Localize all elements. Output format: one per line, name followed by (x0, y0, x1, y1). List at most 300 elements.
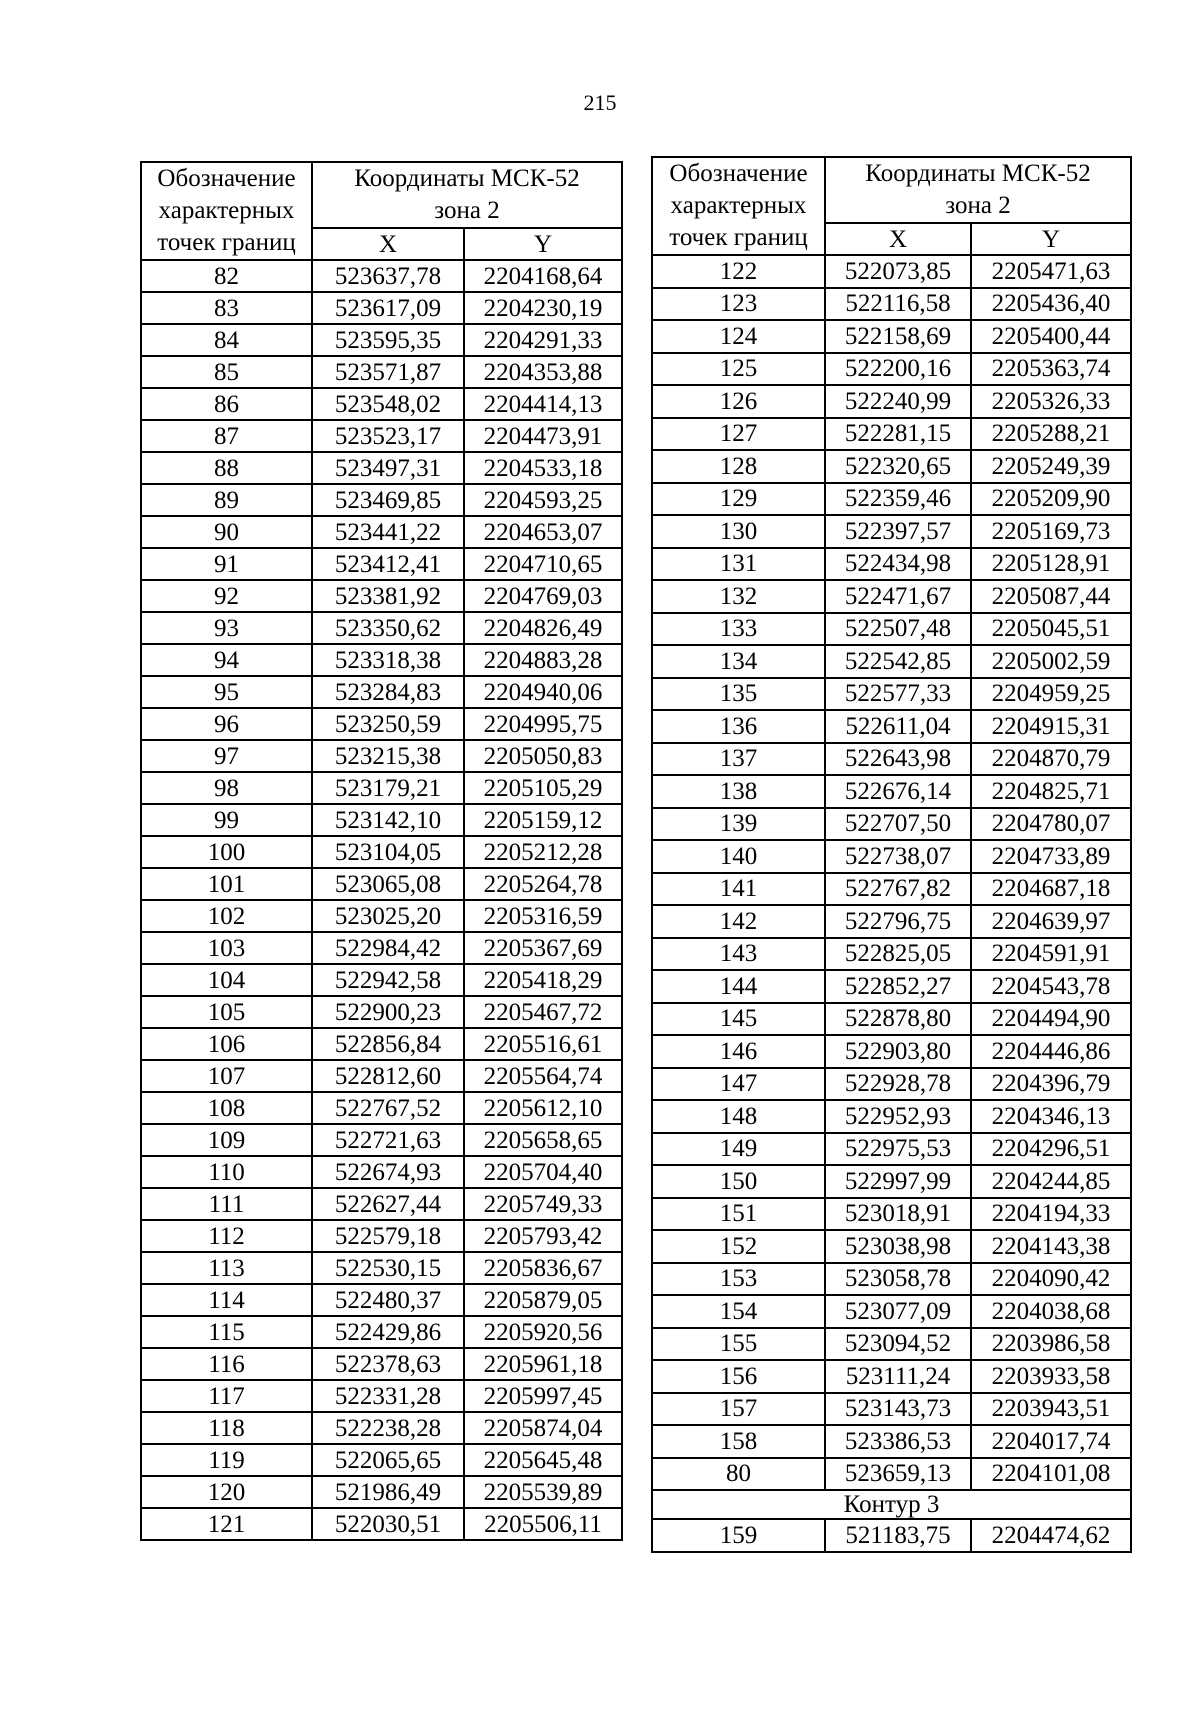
table-row (141, 324, 622, 356)
table-row (652, 1519, 1131, 1552)
point-id-cell: 114 (141, 1284, 312, 1316)
x-coordinate-cell: 523441,22 (312, 516, 464, 548)
y-coordinate-cell: 2205400,44 (971, 320, 1131, 353)
table-row (652, 320, 1131, 353)
table-row (141, 1412, 622, 1444)
designation-header (652, 157, 825, 255)
table-row (141, 1220, 622, 1252)
point-id-cell: 149 (652, 1133, 825, 1166)
y-coordinate-cell: 2204883,28 (464, 644, 622, 676)
point-id-cell: 139 (652, 808, 825, 841)
coordinates-header (825, 157, 1131, 223)
table-row (141, 260, 622, 292)
point-id-cell: 144 (652, 970, 825, 1003)
y-coordinate-cell: 2205363,74 (971, 353, 1131, 386)
table-row (141, 804, 622, 836)
x-coordinate-cell: 522707,50 (825, 808, 971, 841)
x-coordinate-cell: 522611,04 (825, 710, 971, 743)
y-coordinate-cell: 2204915,31 (971, 710, 1131, 743)
designation-header (141, 162, 312, 260)
point-id-cell: 122 (652, 255, 825, 288)
x-coordinate-cell: 522738,07 (825, 840, 971, 873)
x-coordinate-cell: 523386,53 (825, 1425, 971, 1458)
y-coordinate-cell: 2204473,91 (464, 420, 622, 452)
y-coordinate-cell: 2204639,97 (971, 905, 1131, 938)
table-row (652, 1458, 1131, 1491)
x-coordinate-cell: 522878,80 (825, 1003, 971, 1036)
y-coordinate-cell: 2205087,44 (971, 580, 1131, 613)
y-coordinate-cell: 2205793,42 (464, 1220, 622, 1252)
point-id-cell: 153 (652, 1263, 825, 1296)
point-id-cell: 89 (141, 484, 312, 516)
y-coordinate-cell: 2204017,74 (971, 1425, 1131, 1458)
table-row (652, 288, 1131, 321)
table-row (141, 1252, 622, 1284)
y-coordinate-cell: 2204769,03 (464, 580, 622, 612)
table-row (652, 743, 1131, 776)
x-coordinate-cell: 523094,52 (825, 1328, 971, 1361)
table-row (652, 808, 1131, 841)
y-coordinate-cell: 2205961,18 (464, 1348, 622, 1380)
contour-row (652, 1490, 1131, 1519)
x-coordinate-cell: 522900,23 (312, 996, 464, 1028)
point-id-cell: 134 (652, 645, 825, 678)
point-id-cell: 115 (141, 1316, 312, 1348)
x-coordinate-cell: 522116,58 (825, 288, 971, 321)
x-coordinate-cell: 523571,87 (312, 356, 464, 388)
x-coordinate-cell: 523659,13 (825, 1458, 971, 1491)
point-id-cell: 123 (652, 288, 825, 321)
y-coordinate-cell: 2204038,68 (971, 1295, 1131, 1328)
table-row (141, 484, 622, 516)
point-id-cell: 108 (141, 1092, 312, 1124)
y-coordinate-cell: 2205658,65 (464, 1124, 622, 1156)
y-coordinate-cell: 2204346,13 (971, 1100, 1131, 1133)
x-column-header: X (825, 223, 971, 255)
point-id-cell: 154 (652, 1295, 825, 1328)
y-coordinate-cell: 2205704,40 (464, 1156, 622, 1188)
table-row (652, 613, 1131, 646)
table-row (141, 740, 622, 772)
point-id-cell: 111 (141, 1188, 312, 1220)
table-row (141, 580, 622, 612)
point-id-cell: 120 (141, 1476, 312, 1508)
table-row (652, 1133, 1131, 1166)
point-id-cell: 132 (652, 580, 825, 613)
table-row (141, 1508, 622, 1540)
x-coordinate-cell: 522812,60 (312, 1060, 464, 1092)
y-coordinate-cell: 2205997,45 (464, 1380, 622, 1412)
x-coordinate-cell: 522378,63 (312, 1348, 464, 1380)
y-coordinate-cell: 2205539,89 (464, 1476, 622, 1508)
point-id-cell: 105 (141, 996, 312, 1028)
designation-header-line-3: точек границ (157, 229, 296, 256)
table-row (141, 996, 622, 1028)
y-coordinate-cell: 2204474,62 (971, 1519, 1131, 1552)
designation-header-line-3: точек границ (669, 224, 808, 251)
y-coordinate-cell: 2204825,71 (971, 775, 1131, 808)
point-id-cell: 90 (141, 516, 312, 548)
x-coordinate-cell: 522928,78 (825, 1068, 971, 1101)
table-row (652, 1263, 1131, 1296)
x-coordinate-cell: 523595,35 (312, 324, 464, 356)
y-coordinate-cell: 2204995,75 (464, 708, 622, 740)
point-id-cell: 159 (652, 1519, 825, 1552)
table-row (141, 868, 622, 900)
x-coordinate-cell: 522240,99 (825, 385, 971, 418)
table-row (141, 1284, 622, 1316)
point-id-cell: 95 (141, 676, 312, 708)
point-id-cell: 88 (141, 452, 312, 484)
y-coordinate-cell: 2205159,12 (464, 804, 622, 836)
table-row (652, 1360, 1131, 1393)
y-coordinate-cell: 2205288,21 (971, 418, 1131, 451)
x-coordinate-cell: 522975,53 (825, 1133, 971, 1166)
table-row (141, 1028, 622, 1060)
table-row (141, 1348, 622, 1380)
table-row (141, 548, 622, 580)
table-row (652, 548, 1131, 581)
y-coordinate-cell: 2204244,85 (971, 1165, 1131, 1198)
x-coordinate-cell: 522674,93 (312, 1156, 464, 1188)
point-id-cell: 138 (652, 775, 825, 808)
y-coordinate-cell: 2204143,38 (971, 1230, 1131, 1263)
y-coordinate-cell: 2205879,05 (464, 1284, 622, 1316)
y-coordinate-cell: 2204959,25 (971, 678, 1131, 711)
table-row (141, 772, 622, 804)
designation-header-line-1: Обозначение (669, 160, 808, 187)
y-coordinate-cell: 2204494,90 (971, 1003, 1131, 1036)
table-row (141, 1380, 622, 1412)
x-coordinate-cell: 522507,48 (825, 613, 971, 646)
table-row (652, 840, 1131, 873)
table-row (652, 1425, 1131, 1458)
y-coordinate-cell: 2204710,65 (464, 548, 622, 580)
point-id-cell: 118 (141, 1412, 312, 1444)
y-coordinate-cell: 2205471,63 (971, 255, 1131, 288)
point-id-cell: 99 (141, 804, 312, 836)
y-coordinate-cell: 2204733,89 (971, 840, 1131, 873)
table-row (141, 356, 622, 388)
point-id-cell: 110 (141, 1156, 312, 1188)
point-id-cell: 135 (652, 678, 825, 711)
point-id-cell: 124 (652, 320, 825, 353)
x-coordinate-cell: 522434,98 (825, 548, 971, 581)
y-coordinate-cell: 2204396,79 (971, 1068, 1131, 1101)
table-row (652, 1198, 1131, 1231)
x-coordinate-cell: 522030,51 (312, 1508, 464, 1540)
point-id-cell: 143 (652, 938, 825, 971)
y-coordinate-cell: 2205418,29 (464, 964, 622, 996)
point-id-cell: 87 (141, 420, 312, 452)
y-coordinate-cell: 2203933,58 (971, 1360, 1131, 1393)
x-coordinate-cell: 523318,38 (312, 644, 464, 676)
x-coordinate-cell: 523179,21 (312, 772, 464, 804)
point-id-cell: 112 (141, 1220, 312, 1252)
table-row (652, 1393, 1131, 1426)
point-id-cell: 109 (141, 1124, 312, 1156)
table-row (652, 1035, 1131, 1068)
x-coordinate-cell: 522952,93 (825, 1100, 971, 1133)
point-id-cell: 126 (652, 385, 825, 418)
table-row (141, 388, 622, 420)
y-coordinate-cell: 2204940,06 (464, 676, 622, 708)
x-coordinate-cell: 522984,42 (312, 932, 464, 964)
x-coordinate-cell: 522579,18 (312, 1220, 464, 1252)
table-row (141, 452, 622, 484)
table-row (652, 678, 1131, 711)
point-id-cell: 116 (141, 1348, 312, 1380)
y-coordinate-cell: 2205874,04 (464, 1412, 622, 1444)
x-coordinate-cell: 522627,44 (312, 1188, 464, 1220)
y-coordinate-cell: 2204780,07 (971, 808, 1131, 841)
x-coordinate-cell: 523284,83 (312, 676, 464, 708)
point-id-cell: 158 (652, 1425, 825, 1458)
table-row (652, 1165, 1131, 1198)
x-coordinate-cell: 523104,05 (312, 836, 464, 868)
point-id-cell: 141 (652, 873, 825, 906)
x-coordinate-cell: 523111,24 (825, 1360, 971, 1393)
point-id-cell: 101 (141, 868, 312, 900)
x-coordinate-cell: 523018,91 (825, 1198, 971, 1231)
table-row (652, 450, 1131, 483)
table-row (652, 483, 1131, 516)
x-coordinate-cell: 523143,73 (825, 1393, 971, 1426)
table-row (141, 1188, 622, 1220)
designation-header-line-2: характерных (670, 192, 807, 219)
x-coordinate-cell: 522320,65 (825, 450, 971, 483)
x-coordinate-cell: 522577,33 (825, 678, 971, 711)
designation-header-line-1: Обозначение (157, 165, 296, 192)
y-coordinate-cell: 2204353,88 (464, 356, 622, 388)
x-coordinate-cell: 523058,78 (825, 1263, 971, 1296)
x-coordinate-cell: 523077,09 (825, 1295, 971, 1328)
x-coordinate-cell: 522676,14 (825, 775, 971, 808)
point-id-cell: 125 (652, 353, 825, 386)
point-id-cell: 83 (141, 292, 312, 324)
point-id-cell: 106 (141, 1028, 312, 1060)
x-coordinate-cell: 522397,57 (825, 515, 971, 548)
point-id-cell: 157 (652, 1393, 825, 1426)
x-coordinate-cell: 522997,99 (825, 1165, 971, 1198)
x-coordinate-cell: 523469,85 (312, 484, 464, 516)
y-coordinate-cell: 2204533,18 (464, 452, 622, 484)
coordinates-header (312, 162, 622, 228)
x-coordinate-cell: 523065,08 (312, 868, 464, 900)
point-id-cell: 137 (652, 743, 825, 776)
x-coordinate-cell: 522065,65 (312, 1444, 464, 1476)
point-id-cell: 104 (141, 964, 312, 996)
x-coordinate-cell: 522903,80 (825, 1035, 971, 1068)
point-id-cell: 103 (141, 932, 312, 964)
point-id-cell: 92 (141, 580, 312, 612)
y-coordinate-cell: 2203943,51 (971, 1393, 1131, 1426)
x-coordinate-cell: 523637,78 (312, 260, 464, 292)
x-coordinate-cell: 522825,05 (825, 938, 971, 971)
point-id-cell: 94 (141, 644, 312, 676)
table-row (652, 1068, 1131, 1101)
x-coordinate-cell: 523523,17 (312, 420, 464, 452)
table-row (652, 418, 1131, 451)
point-id-cell: 129 (652, 483, 825, 516)
x-coordinate-cell: 523142,10 (312, 804, 464, 836)
point-id-cell: 100 (141, 836, 312, 868)
y-coordinate-cell: 2204826,49 (464, 612, 622, 644)
x-coordinate-cell: 522480,37 (312, 1284, 464, 1316)
x-coordinate-cell: 522643,98 (825, 743, 971, 776)
x-coordinate-cell: 522281,15 (825, 418, 971, 451)
point-id-cell: 113 (141, 1252, 312, 1284)
point-id-cell: 119 (141, 1444, 312, 1476)
point-id-cell: 148 (652, 1100, 825, 1133)
table-row (141, 1316, 622, 1348)
table-row (652, 255, 1131, 288)
page-number: 215 (583, 90, 617, 115)
x-coordinate-cell: 523038,98 (825, 1230, 971, 1263)
y-coordinate-cell: 2204593,25 (464, 484, 622, 516)
y-column-header: Y (464, 228, 622, 260)
table-row (652, 775, 1131, 808)
y-coordinate-cell: 2205264,78 (464, 868, 622, 900)
point-id-cell: 117 (141, 1380, 312, 1412)
table-row (652, 515, 1131, 548)
table-row (652, 1100, 1131, 1133)
x-coordinate-cell: 523617,09 (312, 292, 464, 324)
point-id-cell: 130 (652, 515, 825, 548)
table-row (141, 932, 622, 964)
y-coordinate-cell: 2205209,90 (971, 483, 1131, 516)
table-row (652, 580, 1131, 613)
point-id-cell: 142 (652, 905, 825, 938)
x-coordinate-cell: 522721,63 (312, 1124, 464, 1156)
coordinates-table-right (651, 156, 1132, 1553)
point-id-cell: 85 (141, 356, 312, 388)
table-row (141, 292, 622, 324)
y-coordinate-cell: 2205249,39 (971, 450, 1131, 483)
x-coordinate-cell: 522331,28 (312, 1380, 464, 1412)
x-coordinate-cell: 522530,15 (312, 1252, 464, 1284)
table-row (652, 645, 1131, 678)
point-id-cell: 131 (652, 548, 825, 581)
y-coordinate-cell: 2204168,64 (464, 260, 622, 292)
y-coordinate-cell: 2205169,73 (971, 515, 1131, 548)
point-id-cell: 121 (141, 1508, 312, 1540)
y-coordinate-cell: 2204296,51 (971, 1133, 1131, 1166)
point-id-cell: 152 (652, 1230, 825, 1263)
x-coordinate-cell: 522796,75 (825, 905, 971, 938)
table-row (652, 1003, 1131, 1036)
x-coordinate-cell: 522852,27 (825, 970, 971, 1003)
x-coordinate-cell: 521183,75 (825, 1519, 971, 1552)
x-column-header: X (312, 228, 464, 260)
y-coordinate-cell: 2205836,67 (464, 1252, 622, 1284)
point-id-cell: 102 (141, 900, 312, 932)
y-coordinate-cell: 2204653,07 (464, 516, 622, 548)
y-coordinate-cell: 2205920,56 (464, 1316, 622, 1348)
point-id-cell: 80 (652, 1458, 825, 1491)
y-coordinate-cell: 2203986,58 (971, 1328, 1131, 1361)
point-id-cell: 86 (141, 388, 312, 420)
y-coordinate-cell: 2204687,18 (971, 873, 1131, 906)
y-coordinate-cell: 2205212,28 (464, 836, 622, 868)
point-id-cell: 107 (141, 1060, 312, 1092)
point-id-cell: 136 (652, 710, 825, 743)
table-row (141, 644, 622, 676)
x-coordinate-cell: 522429,86 (312, 1316, 464, 1348)
point-id-cell: 128 (652, 450, 825, 483)
point-id-cell: 150 (652, 1165, 825, 1198)
point-id-cell: 140 (652, 840, 825, 873)
table-row (141, 612, 622, 644)
y-coordinate-cell: 2204101,08 (971, 1458, 1131, 1491)
point-id-cell: 156 (652, 1360, 825, 1393)
coordinates-table-left (140, 161, 623, 1541)
y-coordinate-cell: 2204543,78 (971, 970, 1131, 1003)
y-coordinate-cell: 2205002,59 (971, 645, 1131, 678)
table-row (652, 1328, 1131, 1361)
table-row (141, 420, 622, 452)
y-coordinate-cell: 2204591,91 (971, 938, 1131, 971)
coordinates-header-line-1: Координаты МСК-52 (865, 160, 1091, 187)
table-row (141, 708, 622, 740)
table-row (652, 710, 1131, 743)
y-coordinate-cell: 2205326,33 (971, 385, 1131, 418)
y-coordinate-cell: 2205467,72 (464, 996, 622, 1028)
table-row (141, 836, 622, 868)
point-id-cell: 97 (141, 740, 312, 772)
table-row (652, 1295, 1131, 1328)
designation-header-line-2: характерных (158, 197, 295, 224)
x-coordinate-cell: 522542,85 (825, 645, 971, 678)
table-row (652, 385, 1131, 418)
x-coordinate-cell: 522200,16 (825, 353, 971, 386)
y-coordinate-cell: 2205516,61 (464, 1028, 622, 1060)
y-coordinate-cell: 2204870,79 (971, 743, 1131, 776)
table-row (652, 353, 1131, 386)
table-row (652, 938, 1131, 971)
y-coordinate-cell: 2205367,69 (464, 932, 622, 964)
y-coordinate-cell: 2205506,11 (464, 1508, 622, 1540)
table-row (652, 873, 1131, 906)
table-row (652, 905, 1131, 938)
x-coordinate-cell: 522471,67 (825, 580, 971, 613)
x-coordinate-cell: 522359,46 (825, 483, 971, 516)
y-coordinate-cell: 2205749,33 (464, 1188, 622, 1220)
point-id-cell: 98 (141, 772, 312, 804)
point-id-cell: 155 (652, 1328, 825, 1361)
x-coordinate-cell: 523497,31 (312, 452, 464, 484)
x-coordinate-cell: 521986,49 (312, 1476, 464, 1508)
x-coordinate-cell: 522767,82 (825, 873, 971, 906)
y-coordinate-cell: 2205436,40 (971, 288, 1131, 321)
point-id-cell: 93 (141, 612, 312, 644)
x-coordinate-cell: 522942,58 (312, 964, 464, 996)
table-row (141, 1124, 622, 1156)
x-coordinate-cell: 522238,28 (312, 1412, 464, 1444)
table-row (141, 516, 622, 548)
x-coordinate-cell: 523548,02 (312, 388, 464, 420)
contour-label: Контур 3 (652, 1490, 1131, 1519)
x-coordinate-cell: 522767,52 (312, 1092, 464, 1124)
table-row (141, 1092, 622, 1124)
table-row (141, 1156, 622, 1188)
table-row (141, 676, 622, 708)
point-id-cell: 151 (652, 1198, 825, 1231)
table-row (652, 1230, 1131, 1263)
y-coordinate-cell: 2205105,29 (464, 772, 622, 804)
y-coordinate-cell: 2204230,19 (464, 292, 622, 324)
x-coordinate-cell: 523381,92 (312, 580, 464, 612)
